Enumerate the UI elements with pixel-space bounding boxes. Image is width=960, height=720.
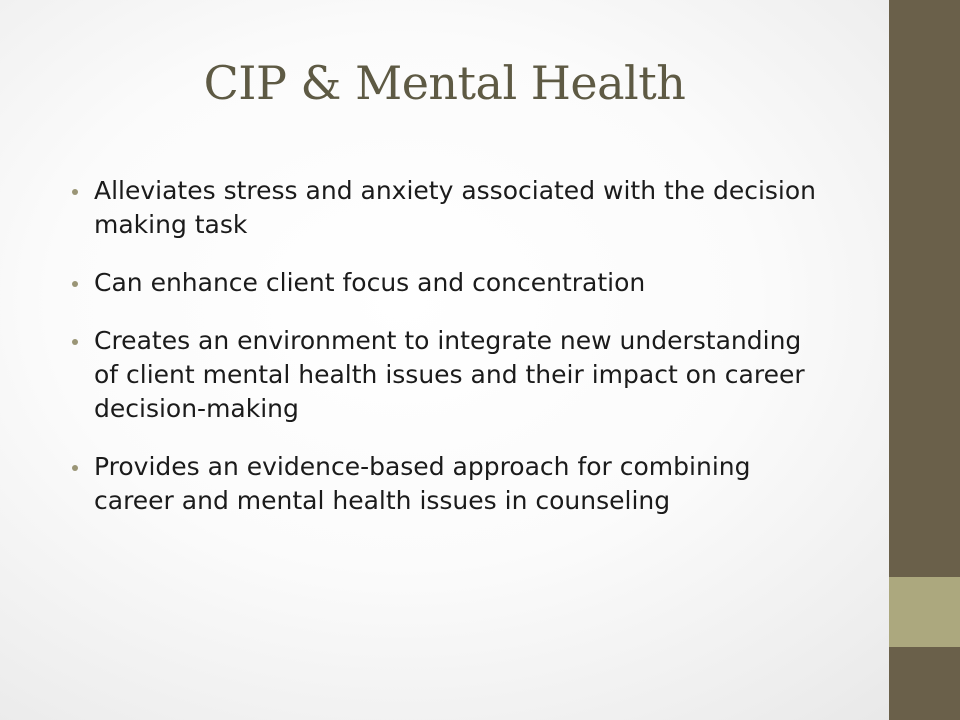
bullet-dot-icon	[72, 339, 78, 345]
bullet-item	[72, 324, 832, 426]
bullet-item	[72, 174, 832, 242]
bullet-dot-icon	[72, 465, 78, 471]
bullet-dot-icon	[72, 189, 78, 195]
bullet-list	[72, 174, 832, 542]
decorative-sidebar-band	[889, 577, 960, 647]
bullet-text: Alleviates stress and anxiety associated with the decision making task	[94, 176, 817, 239]
bullet-text: Creates an environment to integrate new understanding of client mental health issues and their impact on career decision-making	[94, 326, 805, 423]
bullet-text: Provides an evidence-based approach for combining career and mental health issues in counseling	[94, 452, 751, 515]
decorative-sidebar	[889, 0, 960, 720]
bullet-dot-icon	[72, 281, 78, 287]
slide-title: CIP & Mental Health	[203, 56, 686, 110]
bullet-text: Can enhance client focus and concentration	[94, 268, 646, 297]
bullet-item	[72, 450, 832, 518]
bullet-item	[72, 266, 832, 300]
